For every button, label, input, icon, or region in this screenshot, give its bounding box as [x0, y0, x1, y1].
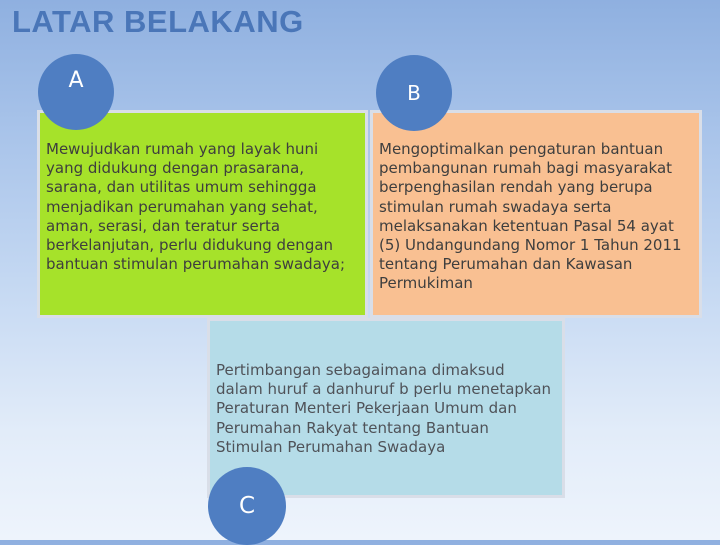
page-title: LATAR BELAKANG: [12, 4, 304, 39]
section-a-badge: [38, 54, 114, 130]
section-b-box: [370, 110, 702, 318]
section-a-box: [37, 110, 368, 318]
section-b-label: B: [407, 81, 421, 105]
section-a-label: A: [68, 68, 84, 93]
section-b-text: Mengoptimalkan pengaturan bantuan pembangunan rumah bagi masyarakat berpenghasilan rendah yang berupa stimulan rumah swadaya serta melaksanakan ketentuan Pasal 54 ayat (5) Undangundang Nomor 1 Tahun 2011 tentang Perumahan dan Kawasan Permukiman: [379, 140, 682, 293]
section-b-badge: [376, 55, 452, 131]
section-c-label: C: [238, 493, 256, 519]
section-c-text: Pertimbangan sebagaimana dimaksud dalam huruf a danhuruf b perlu menetapkan Peraturan Menteri Pekerjaan Umum dan Perumahan Rakyat tentang Bantuan Stimulan Perumahan Swadaya: [216, 361, 552, 456]
section-a-text: Mewujudkan rumah yang layak huni yang didukung dengan prasarana, sarana, dan utilitas umum sehingga menjadikan perumahan yang sehat, aman, serasi, dan teratur serta berkelanjutan, perlu didukung dengan bantuan stimulan perumahan swadaya;: [46, 140, 346, 274]
section-c-badge: [208, 467, 286, 545]
